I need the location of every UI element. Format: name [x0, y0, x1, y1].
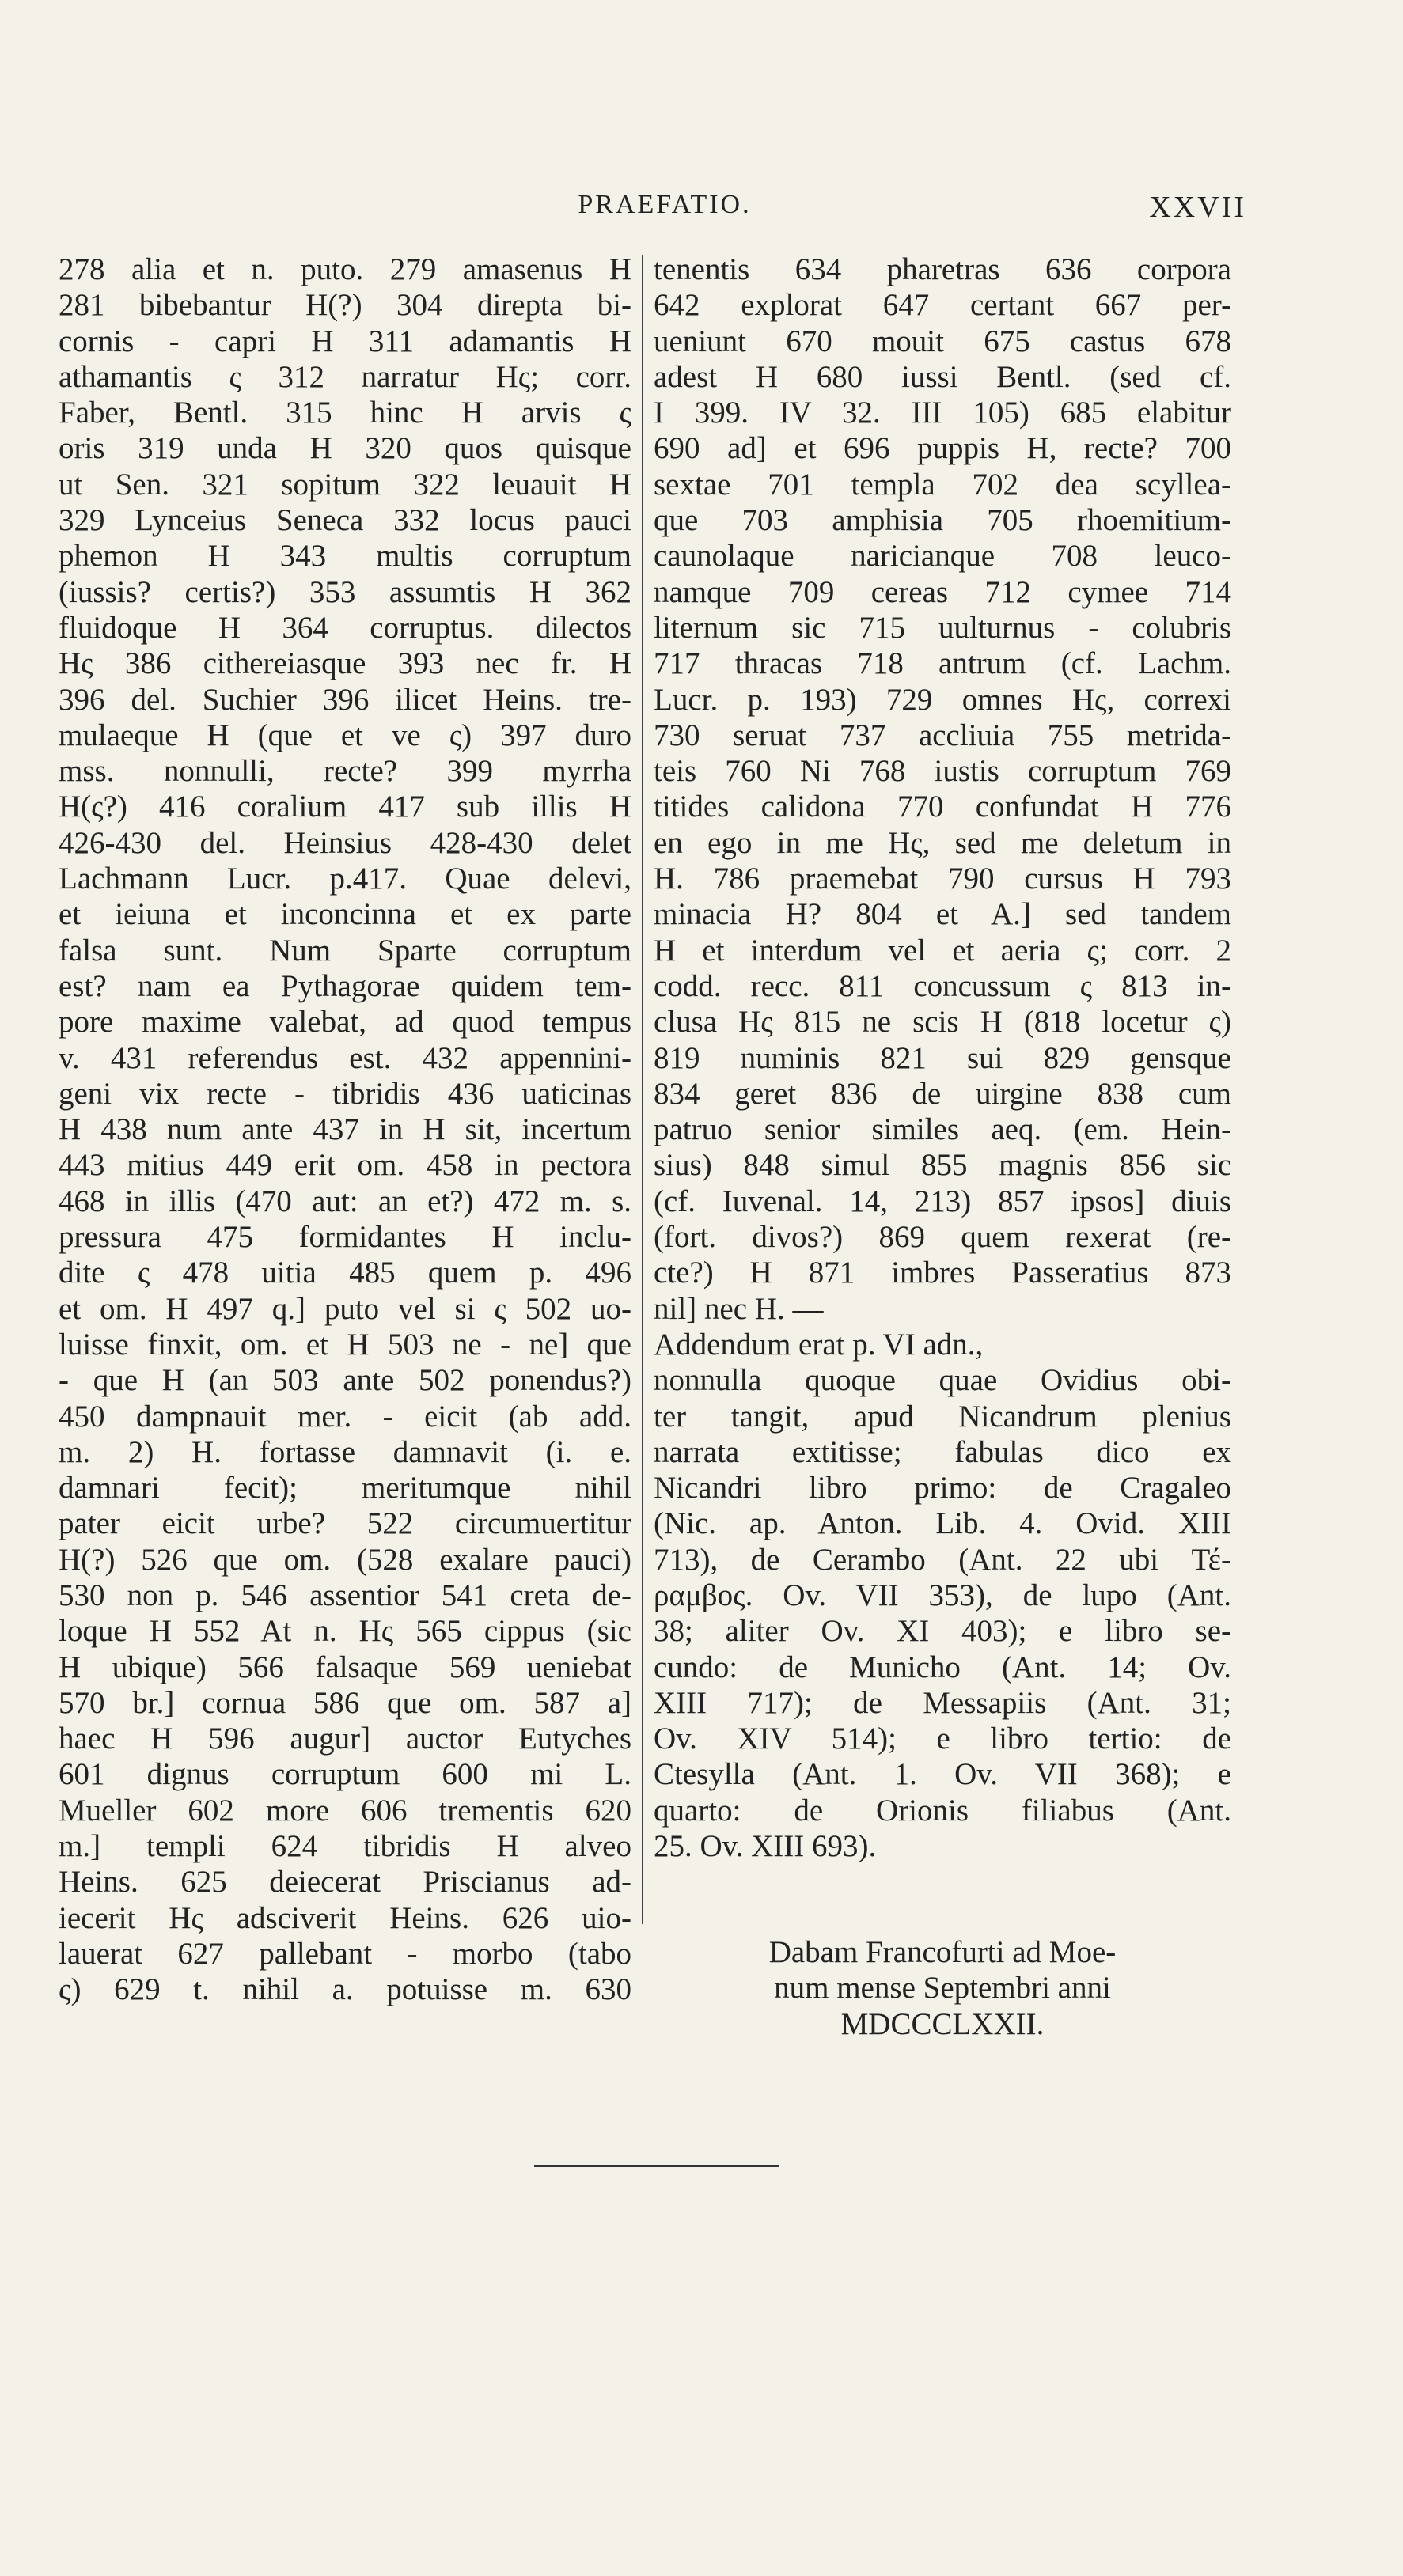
text-line: XIII 717); de Messapiis (Ant. 31; — [654, 1685, 1231, 1720]
text-line: falsa sunt. Num Sparte corruptum — [59, 933, 631, 968]
text-line: - que H (an 503 ante 502 ponendus?) — [59, 1363, 631, 1398]
text-line: 530 non p. 546 assentior 541 creta de- — [59, 1578, 631, 1612]
text-line: mss. nonnulli, recte? 399 myrrha — [59, 754, 631, 789]
text-line: Ov. XIV 514); e libro tertio: de — [654, 1722, 1231, 1756]
text-line: Lachmann Lucr. p.417. Quae delevi, — [59, 862, 631, 896]
text-line: m. 2) H. fortasse damnavit (i. e. — [59, 1434, 631, 1469]
text-line: m.] templi 624 tibridis H alveo — [59, 1829, 631, 1864]
text-line: nil] nec H. — — [654, 1291, 824, 1326]
right-column — [654, 252, 1231, 1864]
text-line: ραμβος. Ov. VII 353), de lupo (Ant. — [654, 1578, 1231, 1612]
text-line: tenentis 634 pharetras 636 corpora — [654, 252, 1231, 286]
text-line: I 399. IV 32. III 105) 685 elabitur — [654, 396, 1231, 430]
text-line: ς) 629 t. nihil a. potuisse m. 630 — [59, 1972, 631, 2007]
text-line: sius) 848 simul 855 magnis 856 sic — [654, 1148, 1231, 1183]
text-line: liternum sic 715 uulturnus - colubris — [654, 610, 1231, 645]
text-line: v. 431 referendus est. 432 appennini- — [59, 1040, 631, 1075]
text-line: clusa Hς 815 ne scis H (818 locetur ς) — [654, 1005, 1231, 1040]
text-line: ueniunt 670 mouit 675 castus 678 — [654, 324, 1231, 358]
column-divider — [642, 255, 643, 1924]
text-line: titides calidona 770 confundat H 776 — [654, 790, 1231, 824]
text-line: sextae 701 templa 702 dea scyllea- — [654, 467, 1231, 502]
text-line: ut Sen. 321 sopitum 322 leuauit H — [59, 467, 631, 502]
text-line: (cf. Iuvenal. 14, 213) 857 ipsos] diuis — [654, 1184, 1231, 1218]
text-line: 468 in illis (470 aut: an et?) 472 m. s. — [59, 1184, 631, 1218]
text-line: H(?) 526 que om. (528 exalare pauci) — [59, 1542, 631, 1577]
text-line: Hς 386 cithereiasque 393 nec fr. H — [59, 646, 631, 681]
text-line: H. 786 praemebat 790 cursus H 793 — [654, 862, 1231, 896]
text-line: oris 319 unda H 320 quos quisque — [59, 431, 631, 466]
text-line: adest H 680 iussi Bentl. (sed cf. — [654, 359, 1231, 394]
text-line: fluidoque H 364 corruptus. dilectos — [59, 610, 631, 645]
running-head-title: PRAEFATIO. — [578, 190, 752, 219]
text-line: 713), de Cerambo (Ant. 22 ubi Τέ- — [654, 1542, 1231, 1577]
text-line: Heins. 625 deiecerat Priscianus ad- — [59, 1865, 631, 1900]
text-line: minacia H? 804 et A.] sed tandem — [654, 897, 1231, 932]
text-line: pressura 475 formidantes H inclu- — [59, 1220, 631, 1255]
text-line: 278 alia et n. puto. 279 amasenus H — [59, 252, 631, 286]
text-line: (fort. divos?) 869 quem rexerat (re- — [654, 1220, 1231, 1255]
text-line: loque H 552 At n. Hς 565 cippus (sic — [59, 1614, 631, 1649]
text-line: 443 mitius 449 erit om. 458 in pectora — [59, 1148, 631, 1183]
text-line: 642 explorat 647 certant 667 per- — [654, 288, 1231, 323]
text-line: 834 geret 836 de uirgine 838 cum — [654, 1076, 1231, 1111]
text-line: 819 numinis 821 sui 829 gensque — [654, 1040, 1231, 1075]
text-line: est? nam ea Pythagorae quidem tem- — [59, 968, 631, 1003]
text-line: 426-430 del. Heinsius 428-430 delet — [59, 825, 631, 860]
text-line: pore maxime valebat, ad quod tempus — [59, 1005, 631, 1040]
text-line: lauerat 627 pallebant - morbo (tabo — [59, 1936, 631, 1971]
text-line: iecerit Hς adsciverit Heins. 626 uio- — [59, 1900, 631, 1935]
footer-rule — [534, 2165, 779, 2167]
text-line: en ego in me Hς, sed me deletum in — [654, 825, 1231, 860]
text-line: geni vix recte - tibridis 436 uaticinas — [59, 1076, 631, 1111]
text-line: 38; aliter Ov. XI 403); e libro se- — [654, 1614, 1231, 1649]
text-line: ter tangit, apud Nicandrum plenius — [654, 1399, 1231, 1434]
text-line: 329 Lynceius Seneca 332 locus pauci — [59, 503, 631, 538]
text-line: teis 760 Ni 768 iustis corruptum 769 — [654, 754, 1231, 789]
closing-line: num mense Septembri anni — [774, 1971, 1111, 2006]
text-line: Nicandri libro primo: de Cragaleo — [654, 1471, 1231, 1506]
text-line: H et interdum vel et aeria ς; corr. 2 — [654, 933, 1231, 968]
text-line: H(ς?) 416 coralium 417 sub illis H — [59, 790, 631, 824]
text-line: 717 thracas 718 antrum (cf. Lachm. — [654, 646, 1231, 681]
text-line: H ubique) 566 falsaque 569 ueniebat — [59, 1650, 631, 1684]
text-line: luisse finxit, om. et H 503 ne - ne] que — [59, 1327, 631, 1362]
text-line: 25. Ov. XIII 693). — [654, 1829, 877, 1864]
text-line: nonnulla quoque quae Ovidius obi- — [654, 1363, 1231, 1398]
text-line: Mueller 602 more 606 trementis 620 — [59, 1793, 631, 1828]
text-line: athamantis ς 312 narratur Hς; corr. — [59, 359, 631, 394]
text-line: 730 seruat 737 accliuia 755 metrida- — [654, 718, 1231, 752]
text-line: 450 dampnauit mer. - eicit (ab add. — [59, 1399, 631, 1434]
text-line: phemon H 343 multis corruptum — [59, 539, 631, 574]
text-line: cundo: de Municho (Ant. 14; Ov. — [654, 1650, 1231, 1684]
text-line: 690 ad] et 696 puppis H, recte? 700 — [654, 431, 1231, 466]
text-line: Lucr. p. 193) 729 omnes Hς, correxi — [654, 682, 1231, 717]
text-line: haec H 596 augur] auctor Eutyches — [59, 1722, 631, 1756]
text-line: cornis - capri H 311 adamantis H — [59, 324, 631, 358]
text-line: cte?) H 871 imbres Passeratius 873 — [654, 1256, 1231, 1290]
text-line: dite ς 478 uitia 485 quem p. 496 — [59, 1256, 631, 1290]
text-line: namque 709 cereas 712 cymee 714 — [654, 574, 1231, 609]
text-line: patruo senior similes aeq. (em. Hein- — [654, 1112, 1231, 1147]
left-column — [59, 252, 631, 2008]
text-line: codd. recc. 811 concussum ς 813 in- — [654, 968, 1231, 1003]
text-line: 601 dignus corruptum 600 mi L. — [59, 1757, 631, 1792]
text-line: Ctesylla (Ant. 1. Ov. VII 368); e — [654, 1757, 1231, 1792]
text-line: pater eicit urbe? 522 circumuertitur — [59, 1506, 631, 1541]
text-line: 570 br.] cornua 586 que om. 587 a] — [59, 1685, 631, 1720]
text-line: Addendum erat p. VI adn., — [654, 1327, 984, 1362]
text-line: H 438 num ante 437 in H sit, incertum — [59, 1112, 631, 1147]
text-line: et ieiuna et inconcinna et ex parte — [59, 897, 631, 932]
page-number: XXVII — [1149, 191, 1246, 224]
text-line: et om. H 497 q.] puto vel si ς 502 uo- — [59, 1291, 631, 1326]
closing-dateline — [654, 1934, 1231, 2042]
text-line: caunolaque naricianque 708 leuco- — [654, 539, 1231, 574]
text-line: quarto: de Orionis filiabus (Ant. — [654, 1793, 1231, 1828]
text-line: narrata extitisse; fabulas dico ex — [654, 1434, 1231, 1469]
text-line: que 703 amphisia 705 rhoemitium- — [654, 503, 1231, 538]
text-line: (iussis? certis?) 353 assumtis H 362 — [59, 574, 631, 609]
text-line: (Nic. ap. Anton. Lib. 4. Ovid. XIII — [654, 1506, 1231, 1541]
text-line: 281 bibebantur H(?) 304 direpta bi- — [59, 288, 631, 323]
text-line: 396 del. Suchier 396 ilicet Heins. tre- — [59, 682, 631, 717]
closing-line: Dabam Francofurti ad Moe- — [768, 1935, 1117, 1969]
text-line: Faber, Bentl. 315 hinc H arvis ς — [59, 396, 631, 430]
text-line: mulaeque H (que et ve ς) 397 duro — [59, 718, 631, 752]
closing-line: MDCCCLXXII. — [840, 2006, 1045, 2041]
text-line: damnari fecit); meritumque nihil — [59, 1471, 631, 1506]
